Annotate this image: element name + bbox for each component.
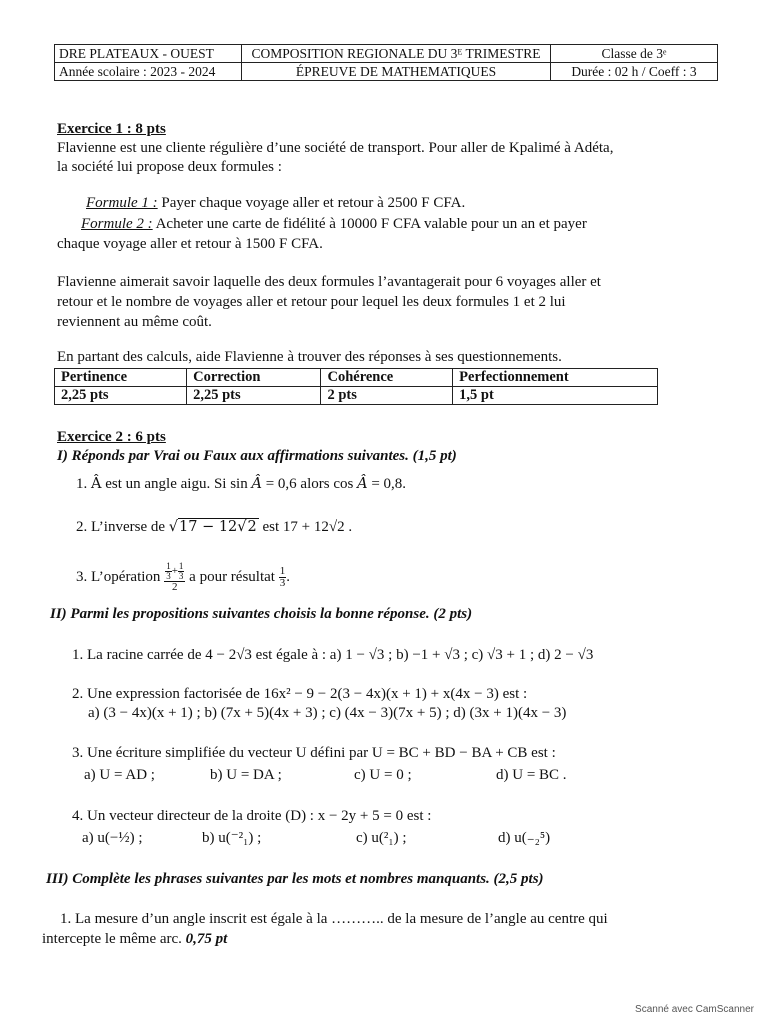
- criteria-header-row: [55, 369, 658, 387]
- header-subject: ÉPREUVE DE MATHEMATIQUES: [242, 63, 551, 81]
- ex2-p2-item-1: 1. La racine carrée de 4 − 2√3 est égale à : a) 1 − √3 ; b) −1 + √3 ; c) √3 + 1 ; d) 2 − √3: [72, 647, 594, 663]
- formule-2-text-2: chaque voyage aller et retour à 1500 F CFA.: [57, 236, 323, 252]
- header-year: Année scolaire : 2023 - 2024: [55, 63, 242, 81]
- formule-1: [86, 193, 465, 213]
- criteria-value: 2 pts: [321, 387, 453, 405]
- ex2-p2-item-2b: a) (3 − 4x)(x + 1) ; b) (7x + 5)(4x + 3) ; c) (4x − 3)(7x + 5) ; d) (3x + 1)(4x − 3): [88, 705, 567, 721]
- ex2-p2-item-3a: 3. Une écriture simplifiée du vecteur U défini par U = BC + BD − BA + CB est :: [72, 745, 556, 761]
- ex2-p1-item-3: 3. L’opération $\frac{1}{3}$ + $\frac{1}{3}$ 2 a pour résultat $\frac{1}{3}$ .: [76, 561, 290, 594]
- ex1-title: Exercice 1 : 8 pts: [57, 121, 166, 137]
- criteria-value-row: [55, 387, 658, 405]
- ex2-p2-item-4-c: c) u(²₁) ;: [356, 830, 407, 846]
- ex2-p2-item-4a: 4. Un vecteur directeur de la droite (D) : x − 2y + 5 = 0 est :: [72, 808, 432, 824]
- ex2-p2-item-4-a: a) u(−½) ;: [82, 830, 143, 846]
- ex2-title: Exercice 2 : 6 pts: [57, 429, 166, 445]
- ex1-intro-1: Flavienne est une cliente régulière d’une société de transport. Pour aller de Kpalimé à Adéta,: [57, 140, 614, 156]
- criteria-header: Pertinence: [55, 369, 187, 387]
- ex1-question-4: En partant des calculs, aide Flavienne à trouver des réponses à ses questionnements.: [57, 349, 562, 365]
- ex2-p2-item-3-c: c) U = 0 ;: [354, 767, 412, 783]
- criteria-value: 1,5 pt: [453, 387, 658, 405]
- criteria-value: 2,25 pts: [187, 387, 321, 405]
- formule-1-text: Payer chaque voyage aller et retour à 2500 F CFA.: [157, 195, 466, 211]
- ex2-p2-item-2a: 2. Une expression factorisée de 16x² − 9 − 2(3 − 4x)(x + 1) + x(4x − 3) est :: [72, 686, 528, 702]
- ex2-p1-item-1: 1. Â est un angle aigu. Si sin Â = 0,6 alors cos Â = 0,8.: [76, 476, 407, 492]
- ex1-intro-2: la société lui propose deux formules :: [57, 159, 282, 175]
- header-table: [54, 44, 718, 81]
- ex2-p2-item-3-b: b) U = DA ;: [210, 767, 282, 783]
- ex2-p3-item-1-points: 0,75 pt: [185, 931, 228, 947]
- ex1-question-2: retour et le nombre de voyages aller et retour pour lequel les deux formules 1 et 2 lui: [57, 294, 566, 310]
- formule-2-text: Acheter une carte de fidélité à 10000 F CFA valable pour un an et payer: [152, 216, 587, 232]
- ex2-p3-item-1a: 1. La mesure d’un angle inscrit est égale à la ……….. de la mesure de l’angle au centre qui: [60, 911, 608, 927]
- formule-1-label: Formule 1 :: [86, 195, 158, 211]
- ex2-p3-item-1b: intercepte le même arc. 0,75 pt: [42, 931, 228, 947]
- header-duration: Durée : 02 h / Coeff : 3: [551, 63, 718, 81]
- ex2-part3-title: III) Complète les phrases suivantes par les mots et nombres manquants. (2,5 pts): [46, 871, 544, 887]
- ex2-part1-title: I) Réponds par Vrai ou Faux aux affirmations suivantes. (1,5 pt): [57, 448, 457, 464]
- ex1-question-1: Flavienne aimerait savoir laquelle des deux formules l’avantagerait pour 6 voyages aller et: [57, 274, 601, 290]
- ex1-question-3: reviennent au même coût.: [57, 314, 212, 330]
- ex2-part2-title: II) Parmi les propositions suivantes choisis la bonne réponse. (2 pts): [50, 606, 473, 622]
- ex2-p1-item-2: 2. L’inverse de √17 − 12√2 est 17 + 12√2 .: [76, 519, 353, 535]
- criteria-table: [54, 368, 658, 405]
- ex2-p2-item-4-b: b) u(⁻²₁) ;: [202, 830, 262, 846]
- criteria-header: Correction: [187, 369, 321, 387]
- ex2-p2-item-4-d: d) u(₋₂⁵): [498, 830, 551, 846]
- ex2-p2-item-3-a: a) U = AD ;: [84, 767, 155, 783]
- scanner-watermark: Scanné avec CamScanner: [635, 1004, 754, 1015]
- criteria-header: Cohérence: [321, 369, 453, 387]
- header-composition: COMPOSITION REGIONALE DU 3ᴱ TRIMESTRE: [242, 45, 551, 63]
- ex2-p2-item-3-d: d) U = BC .: [496, 767, 567, 783]
- fraction-operation: $\frac{1}{3}$ + $\frac{1}{3}$ 2: [166, 561, 184, 594]
- formule-2-label: Formule 2 :: [81, 216, 153, 232]
- header-class: Classe de 3ᵉ: [551, 45, 718, 63]
- header-region: DRE PLATEAUX - OUEST: [55, 45, 242, 63]
- criteria-value: 2,25 pts: [55, 387, 187, 405]
- formule-2: [81, 214, 587, 234]
- criteria-header: Perfectionnement: [453, 369, 658, 387]
